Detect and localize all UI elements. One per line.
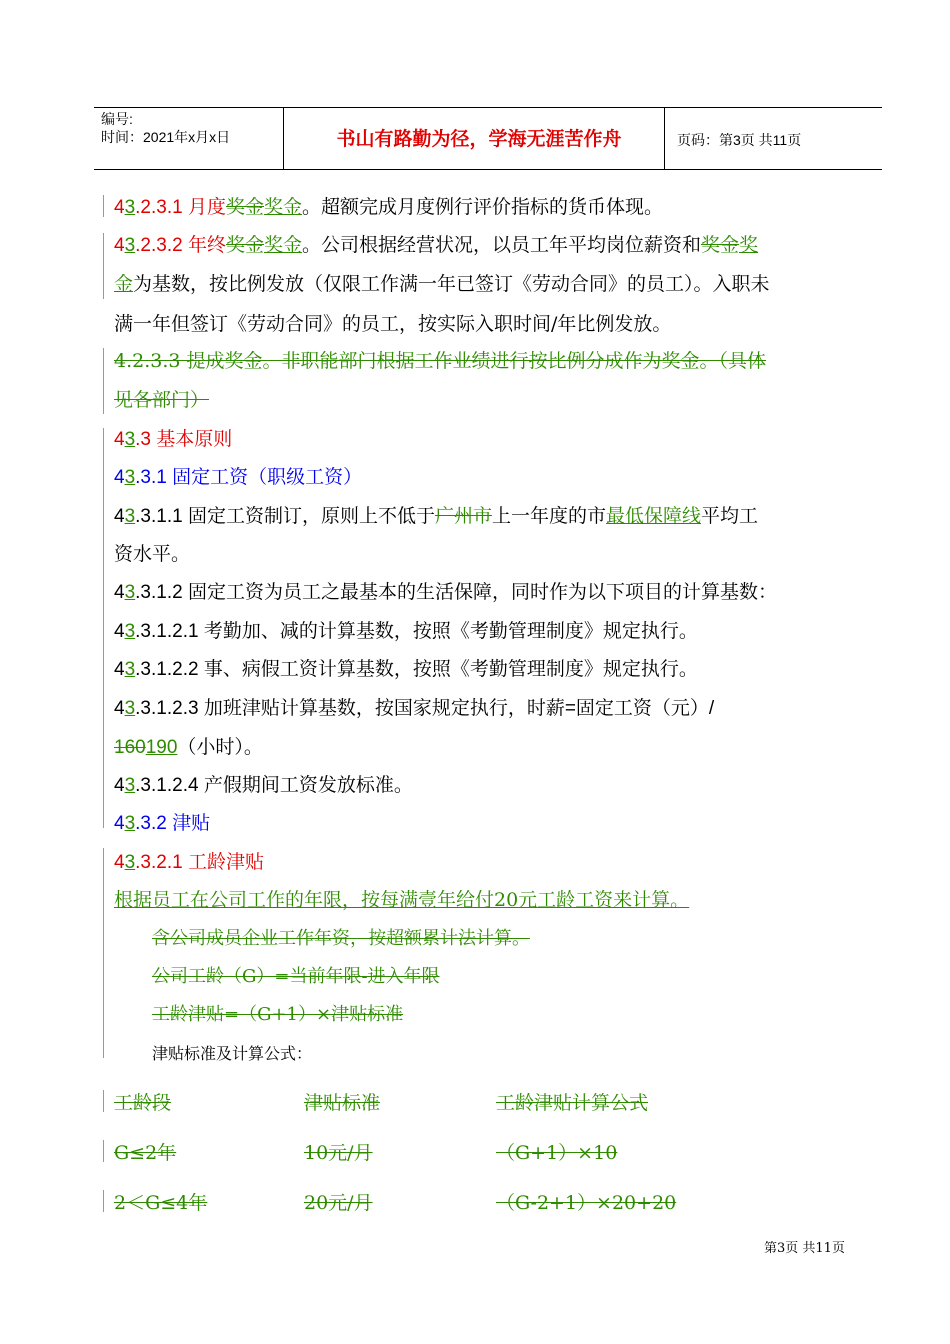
clause-4-3-2-3-1: 43.2.3.1 月度奖金奖金。超额完成月度例行评价指标的货币体现。 — [114, 196, 664, 218]
clause-4-3-3-1-2-3: 43.3.1.2.3 加班津贴计算基数，按国家规定执行，时薪=固定工资（元）/ — [114, 698, 715, 719]
revision-mark — [103, 233, 104, 299]
seniority-formula-deleted: 公司工龄（G）=当前年限-进入年限 — [152, 966, 440, 987]
table-cell: G≤2年 — [114, 1142, 177, 1164]
section-4-3-3-2: 43.3.2 津贴 — [114, 813, 211, 834]
revision-mark — [103, 348, 104, 414]
header-divider-right — [664, 107, 665, 169]
page-footer: 第3页 共11页 — [764, 1241, 845, 1256]
table-cell: （G+1）×10 — [496, 1142, 618, 1164]
table-cell: 20元/月 — [304, 1192, 373, 1214]
clause-4-3-3-1-2: 43.3.1.2 固定工资为员工之最基本的生活保障，同时作为以下项目的计算基数： — [114, 582, 777, 603]
header-motto: 书山有路勤为径，学海无涯苦作舟 — [336, 129, 622, 150]
revision-mark — [103, 428, 104, 828]
clause-4-3-2-3-2-cont: 金为基数，按比例发放（仅限工作满一年已签订《劳动合同》的员工）。入职未 — [114, 273, 770, 295]
seniority-rule-inserted: 根据员工在公司工作的年限，按每满壹年给付20元工龄工资来计算。 — [114, 889, 690, 911]
section-4-3-3-1: 43.3.1 固定工资（职级工资） — [114, 467, 363, 488]
table-header-cell: 津贴标准 — [304, 1092, 381, 1114]
clause-4-3-2-3-2-cont2: 满一年但签订《劳动合同》的员工，按实际入职时间/年比例发放。 — [114, 313, 672, 335]
section-4-3-3-2-1: 43.3.2.1 工龄津贴 — [114, 852, 264, 873]
table-cell: 10元/月 — [304, 1142, 373, 1164]
revision-mark — [103, 195, 104, 217]
clause-4-3-3-1-1-cont: 资水平。 — [114, 543, 191, 565]
table-header-cell: 工龄津贴计算公式 — [496, 1092, 649, 1114]
revision-mark — [103, 1140, 104, 1162]
header-time-label: 时间：2021年x月x日 — [101, 129, 231, 145]
allowance-table-caption: 津贴标准及计算公式： — [152, 1044, 313, 1063]
table-cell: （G-2+1）×20+20 — [496, 1192, 677, 1214]
revision-mark — [103, 1190, 104, 1212]
allowance-formula-deleted: 工龄津贴=（G+1）×津贴标准 — [152, 1004, 404, 1025]
clause-4-3-3-1-1: 43.3.1.1 固定工资制订，原则上不低于广州市上一年度的市最低保障线平均工 — [114, 505, 759, 527]
header-page-label: 页码：第3页 共11页 — [677, 132, 802, 148]
clause-4-2-3-3-deleted: 4.2.3.3 提成奖金。非职能部门根据工作业绩进行按比例分成作为奖金。（具体 — [114, 350, 767, 372]
clause-4-3-2-3-2: 43.2.3.2 年终奖金奖金。公司根据经营状况，以员工年平均岗位薪资和奖金奖 — [114, 234, 759, 256]
header-top-rule — [94, 107, 882, 108]
revision-mark — [103, 1090, 104, 1112]
seniority-note-deleted: 含公司成员企业工作年资，按超额累计法计算。 — [152, 928, 530, 949]
header-code-label: 编号: — [101, 111, 133, 127]
clause-4-3-3-1-2-2: 43.3.1.2.2 事、病假工资计算基数，按照《考勤管理制度》规定执行。 — [114, 659, 698, 680]
table-cell: 2＜G≤4年 — [114, 1192, 208, 1214]
table-header-cell: 工龄段 — [114, 1092, 172, 1114]
section-4-3-3: 43.3 基本原则 — [114, 429, 233, 450]
revision-mark — [103, 848, 104, 1058]
header-bottom-rule — [94, 169, 882, 170]
clause-4-2-3-3-deleted-cont: 见各部门） — [114, 389, 210, 411]
clause-4-3-3-1-2-4: 43.3.1.2.4 产假期间工资发放标准。 — [114, 775, 413, 796]
header-divider-left — [283, 107, 284, 169]
clause-4-3-3-1-2-1: 43.3.1.2.1 考勤加、减的计算基数，按照《考勤管理制度》规定执行。 — [114, 621, 698, 642]
clause-4-3-3-1-2-3-cont: 160190（小时）。 — [114, 736, 263, 758]
